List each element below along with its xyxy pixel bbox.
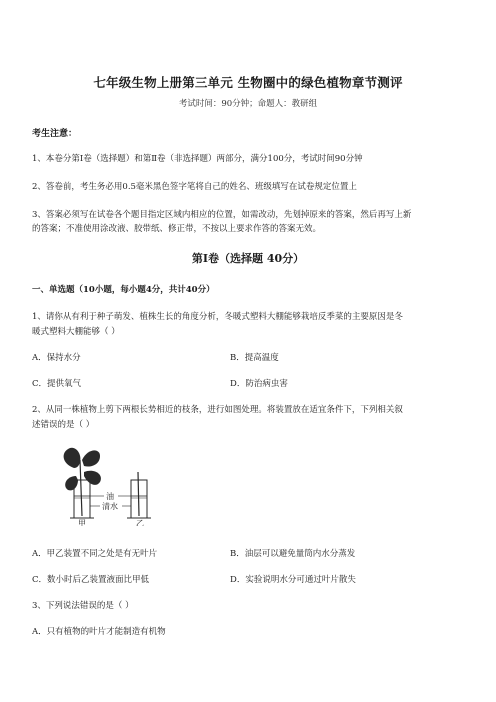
q2-option-a: A．甲乙装置不同之处是有无叶片: [32, 549, 158, 559]
q2-stem-line2: 述错误的是（ ）: [32, 420, 95, 430]
page-title: 七年级生物上册第三单元 生物圈中的绿色植物章节测评: [93, 75, 403, 90]
q1-option-b: B．提高温度: [230, 353, 279, 363]
q3-option-a: A．只有植物的叶片才能制造有机物: [32, 627, 166, 637]
q3-stem: 3、下列说法错误的是（ ）: [32, 601, 134, 611]
notice-3-cont: 的答案；不准使用涂改液、胶带纸、修正带，不按以上要求作答的答案无效。: [32, 224, 322, 234]
fig-label-yi: 乙: [136, 519, 144, 526]
notice-heading: 考生注意：: [32, 129, 78, 139]
leaf-cluster-icon: [64, 448, 101, 491]
q1-option-d: D．防治病虫害: [230, 379, 288, 389]
q1-option-a: A．保持水分: [32, 353, 81, 363]
q1-option-c: C．提供氧气: [32, 379, 82, 389]
fig-label-jia: 甲: [78, 519, 86, 526]
q1-stem-line2: 暖式塑料大棚能够（ ）: [32, 327, 120, 337]
q1-stem-line1: 1、请你从有利于种子萌发、植株生长的角度分析，冬暖式塑料大棚能够栽培反季菜的主要原因是冬: [32, 312, 403, 322]
q2-option-c: C．数小时后乙装置液面比甲低: [32, 575, 150, 585]
notice-2: 2、答卷前，考生务必用0.5毫米黑色签字笔将自己的姓名、班级填写在试卷规定位置上: [32, 182, 357, 192]
q2-option-b: B．油层可以避免量筒内水分蒸发: [230, 549, 356, 559]
experiment-figure: [60, 446, 170, 526]
q2-option-d: D．实验说明水分可通过叶片散失: [230, 575, 356, 585]
exam-meta: 考试时间：90分钟；命题人：教研组: [178, 99, 318, 109]
notice-1: 1、本卷分第Ⅰ卷（选择题）和第Ⅱ卷（非选择题）两部分，满分100分，考试时间90分钟: [32, 154, 363, 164]
plant-cuttings-illustration: [60, 446, 170, 526]
part-heading: 一、单选题（10小题，每小题4分，共计40分）: [32, 285, 215, 295]
notice-3: 3、答案必须写在试卷各个题目指定区域内相应的位置，如需改动，先划掉原来的答案，然后再写上新: [32, 210, 412, 220]
fig-label-oil: 油: [106, 492, 114, 501]
section-title: 第Ⅰ卷（选择题 40分）: [191, 252, 305, 265]
fig-label-water: 清水: [102, 502, 118, 511]
q2-stem-line1: 2、从同一株植物上剪下两根长势相近的枝条，进行如图处理。将装置放在适宜条件下，下列相关叙: [32, 405, 403, 415]
